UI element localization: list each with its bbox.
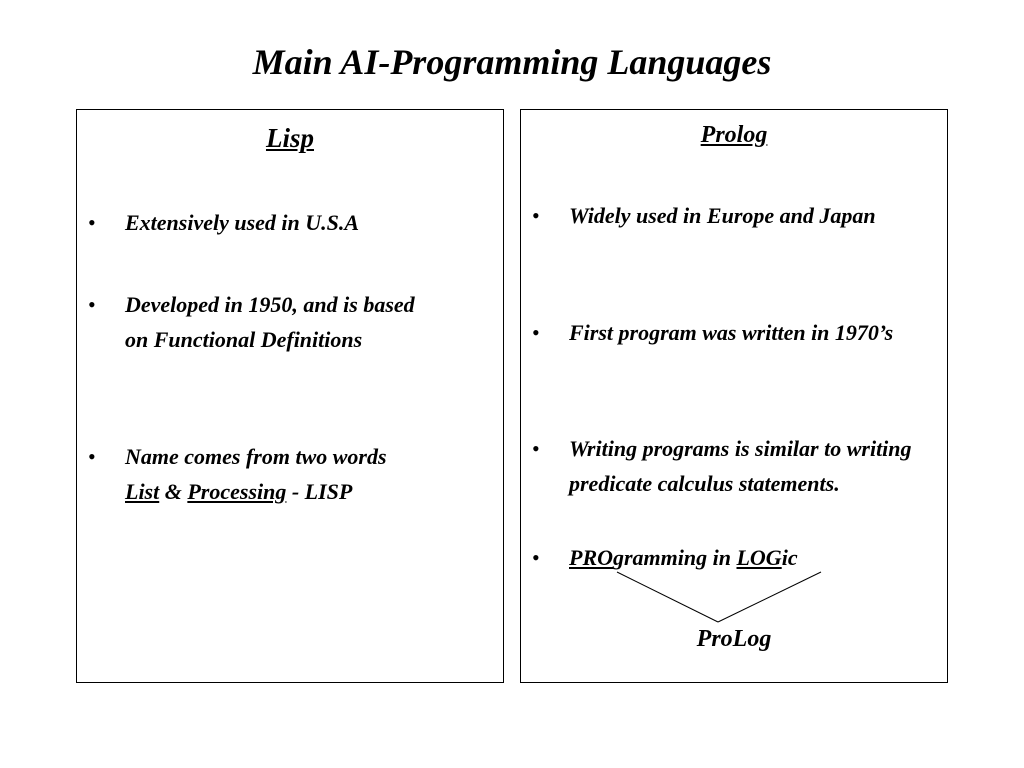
bullet-text bbox=[125, 439, 483, 509]
bullet-text: Extensively used in U.S.A bbox=[125, 210, 360, 235]
word-processing: Processing bbox=[187, 479, 287, 504]
bullet-icon: • bbox=[88, 444, 96, 469]
slide-title: Main AI-Programming Languages bbox=[252, 42, 772, 82]
bullet-text bbox=[569, 540, 927, 575]
log-segment: LOG bbox=[736, 545, 782, 570]
bullet-icon: • bbox=[88, 210, 96, 235]
bullet-icon: • bbox=[532, 320, 540, 345]
bullet-icon: • bbox=[532, 436, 540, 461]
prolog-connector-lines bbox=[521, 110, 949, 684]
lisp-panel bbox=[76, 109, 504, 683]
bullet-icon: • bbox=[532, 545, 540, 570]
ic-segment: ic bbox=[781, 545, 798, 570]
word-list: List bbox=[125, 479, 160, 504]
prolog-result-label: ProLog bbox=[696, 626, 772, 652]
lisp-heading: Lisp bbox=[265, 123, 314, 153]
bullet-text: Widely used in Europe and Japan bbox=[569, 203, 876, 228]
bullet-icon: • bbox=[88, 292, 96, 317]
bullet-icon: • bbox=[532, 203, 540, 228]
bullet-text: First program was written in 1970’s bbox=[569, 320, 894, 345]
ampersand: & bbox=[164, 479, 182, 504]
bullet-text: Writing programs is similar to writing predicate calculus statements. bbox=[569, 436, 912, 496]
connector-line-right bbox=[718, 572, 821, 622]
prolog-heading: Prolog bbox=[700, 122, 768, 148]
gramming-segment: gramming in bbox=[613, 545, 737, 570]
prolog-panel bbox=[520, 109, 948, 683]
connector-line-left bbox=[617, 572, 718, 622]
pro-segment: PRO bbox=[569, 545, 613, 570]
bullet-text-start: Name comes from two words bbox=[125, 444, 387, 469]
lisp-suffix: - LISP bbox=[286, 479, 353, 504]
bullet-text: Developed in 1950, and is based on Functional Definitions bbox=[125, 292, 415, 352]
